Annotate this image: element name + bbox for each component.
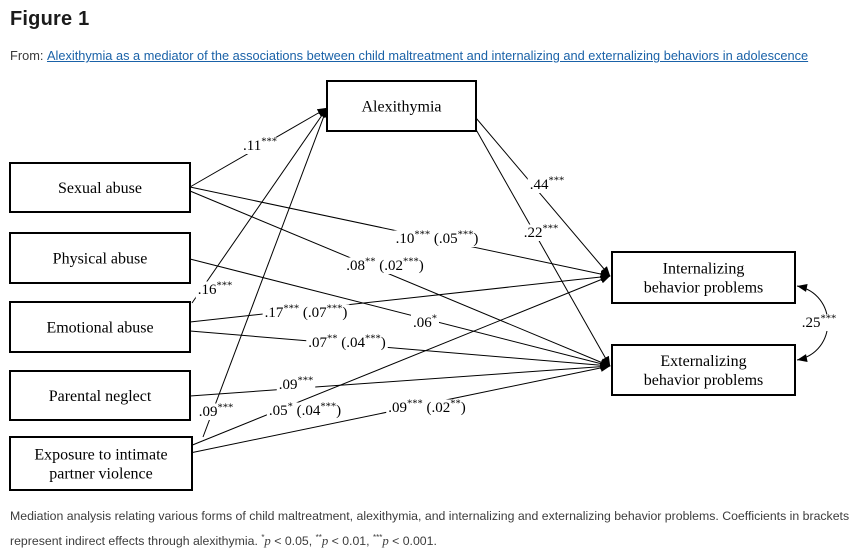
node-internalizing (612, 252, 795, 303)
edge-parental-neglect-externalizing (190, 366, 610, 396)
coefficient-label: .08** (.02***) (346, 256, 424, 274)
caption-segment: p (382, 534, 389, 549)
caption-segment: p (264, 534, 271, 549)
caption-line-1: Mediation analysis relating various forms of child maltreatment, alexithymia, and internalizing and externalizing behavior problems. Coefficients in brackets (10, 509, 850, 523)
node-alexithymia (327, 81, 476, 131)
from-prefix: From: (10, 48, 44, 63)
node-physical-abuse (10, 233, 190, 283)
edge-sexual-abuse-externalizing (190, 191, 610, 366)
node-label: Internalizing (662, 260, 745, 278)
node-label: Parental neglect (48, 388, 152, 405)
page-title: Figure 1 (10, 8, 90, 30)
correlation-layer (797, 284, 838, 362)
coefficient-label: .44*** (529, 175, 565, 193)
source-line (10, 48, 808, 63)
edge-alexithymia-externalizing (474, 126, 610, 366)
node-label: Exposure to intimate (34, 446, 168, 464)
coefficient-label: .11*** (243, 136, 277, 154)
caption-segment: < 0.05, (270, 534, 316, 549)
coefficient-label: .22*** (523, 223, 559, 241)
edge-physical-abuse-externalizing (190, 256, 610, 366)
correlation-arrowhead (797, 284, 808, 292)
nodes-layer (10, 81, 795, 490)
node-label: behavior problems (643, 279, 764, 297)
coefficient-label: .09*** (278, 375, 314, 393)
coefficient-label: .09*** (.02**) (388, 398, 466, 416)
correlation-label: .25*** (801, 313, 837, 331)
edge-labels-layer (196, 137, 567, 421)
coefficient-label: .10*** (.05***) (395, 229, 479, 247)
node-emotional-abuse (10, 302, 190, 352)
caption-segment: < 0.001. (388, 534, 437, 549)
correlation-arrowhead (797, 354, 808, 362)
node-externalizing (612, 345, 795, 395)
node-label: partner violence (49, 465, 153, 483)
caption-segment: < 0.01, (328, 534, 373, 549)
caption-segment: * (261, 533, 265, 542)
caption-segment: ** (315, 533, 322, 542)
coefficient-label: .05* (.04***) (268, 401, 342, 419)
node-exposure-ipv (10, 437, 192, 490)
caption-line-2 (10, 527, 850, 552)
caption-segment: p (321, 534, 329, 549)
caption-segment: represent indirect effects through alexithymia. (10, 534, 262, 549)
node-label: Physical abuse (52, 250, 148, 268)
path-diagram (0, 72, 852, 502)
coefficient-label: .09*** (198, 402, 234, 420)
node-label: behavior problems (643, 372, 764, 389)
coefficient-label: .16*** (197, 280, 233, 298)
figure-caption (10, 505, 850, 552)
coefficient-label: .06* (413, 313, 437, 331)
node-sexual-abuse (10, 163, 190, 212)
node-label: Sexual abuse (58, 180, 142, 197)
edge-emotional-abuse-internalizing (190, 276, 610, 322)
node-parental-neglect (10, 371, 190, 420)
node-label: Alexithymia (361, 98, 442, 116)
source-article-link[interactable]: Alexithymia as a mediator of the associations between child maltreatment and internalizing and externalizing behaviors in adolescence (46, 48, 809, 63)
node-label: Emotional abuse (46, 319, 154, 337)
coefficient-label: .07** (.04***) (308, 333, 386, 351)
node-label: Externalizing (660, 353, 747, 370)
coefficient-label: .17*** (.07***) (264, 303, 348, 321)
caption-segment: *** (372, 533, 383, 542)
